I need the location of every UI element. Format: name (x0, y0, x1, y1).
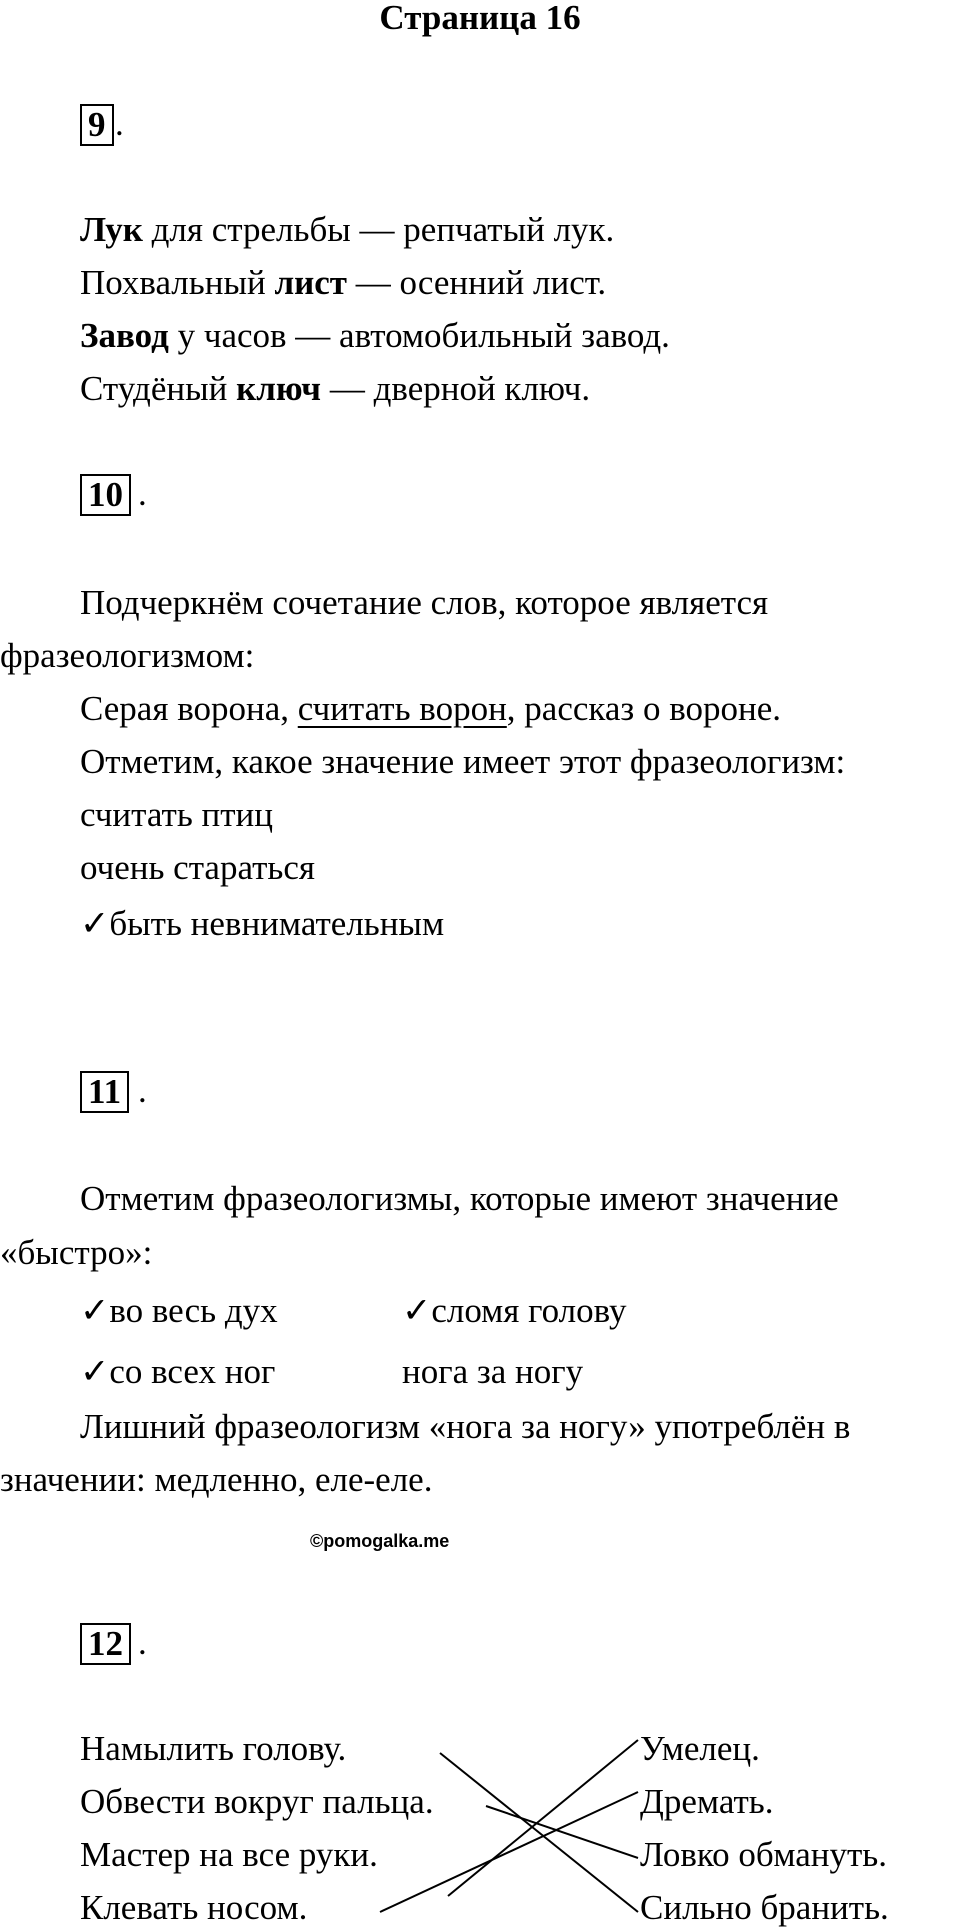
task-12-number: 12 (80, 1623, 131, 1665)
task-10-question: Отметим, какое значение имеет этот фразеологизм: (80, 742, 846, 781)
check-icon: ✓ (80, 1291, 110, 1330)
option-text: быть невнимательным (109, 904, 445, 943)
line-rest: — осенний лист. (347, 263, 607, 302)
match-line-1 (440, 1753, 638, 1912)
check-icon: ✓ (80, 904, 110, 943)
word-bold: ключ (236, 369, 322, 408)
task-9-number: 9 (80, 104, 114, 146)
left-item-4: Клевать носом. (80, 1888, 308, 1927)
task-9-dot: . (115, 104, 124, 143)
task-11-dot: . (138, 1071, 147, 1110)
line-start: Похвальный (80, 263, 275, 302)
left-item-2: Обвести вокруг пальца. (80, 1782, 434, 1821)
task-11-number: 11 (80, 1071, 129, 1113)
task-10-option-1: считать птиц (80, 795, 274, 834)
left-item-1: Намылить голову. (80, 1729, 347, 1768)
match-line-4 (380, 1792, 638, 1912)
match-line-3 (448, 1740, 638, 1896)
task-10-intro-1: Подчеркнём сочетание слов, которое является (80, 583, 769, 622)
task-11-conclusion-1: Лишний фразеологизм «нога за ногу» употреблён в (80, 1407, 851, 1446)
option-text: во весь дух (109, 1291, 278, 1330)
word-bold: лист (274, 263, 347, 302)
task-11-intro-1: Отметим фразеологизмы, которые имеют значение (80, 1179, 839, 1218)
task-10-option-2: очень стараться (80, 848, 315, 887)
check-icon: ✓ (80, 1352, 110, 1391)
line-start: Студёный (80, 369, 237, 408)
option-text: сломя голову (431, 1291, 627, 1330)
task-10-intro-2: фразеологизмом: (0, 636, 255, 675)
word-bold: Завод (80, 316, 169, 355)
left-item-3: Мастер на все руки. (80, 1835, 378, 1874)
task-10-dot: . (138, 474, 147, 513)
right-item-3: Ловко обмануть. (640, 1835, 888, 1874)
task-12-dot: . (138, 1623, 147, 1662)
right-item-4: Сильно бранить. (640, 1888, 889, 1927)
task-11-intro-2: «быстро»: (0, 1233, 153, 1272)
line-rest: у часов — автомобильный завод. (168, 316, 670, 355)
option-text: со всех ног (109, 1352, 276, 1391)
watermark: ©pomogalka.me (310, 1531, 450, 1551)
underlined-phraseologism: считать ворон (297, 689, 507, 728)
word-bold: Лук (80, 210, 143, 249)
right-item-2: Дремать. (640, 1782, 774, 1821)
page-title: Страница 16 (379, 0, 581, 37)
line-rest: для стрельбы — репчатый лук. (142, 210, 615, 249)
line-rest: — дверной ключ. (321, 369, 591, 408)
task-10-number: 10 (80, 474, 131, 516)
phrase-part-2: , рассказ о вороне. (506, 689, 782, 728)
right-item-1: Умелец. (640, 1729, 760, 1768)
task-11-conclusion-2: значении: медленно, еле-еле. (0, 1460, 433, 1499)
phrase-part-1: Серая ворона, (80, 689, 298, 728)
task-11-option-4: нога за ногу (402, 1352, 584, 1391)
check-icon: ✓ (402, 1291, 432, 1330)
